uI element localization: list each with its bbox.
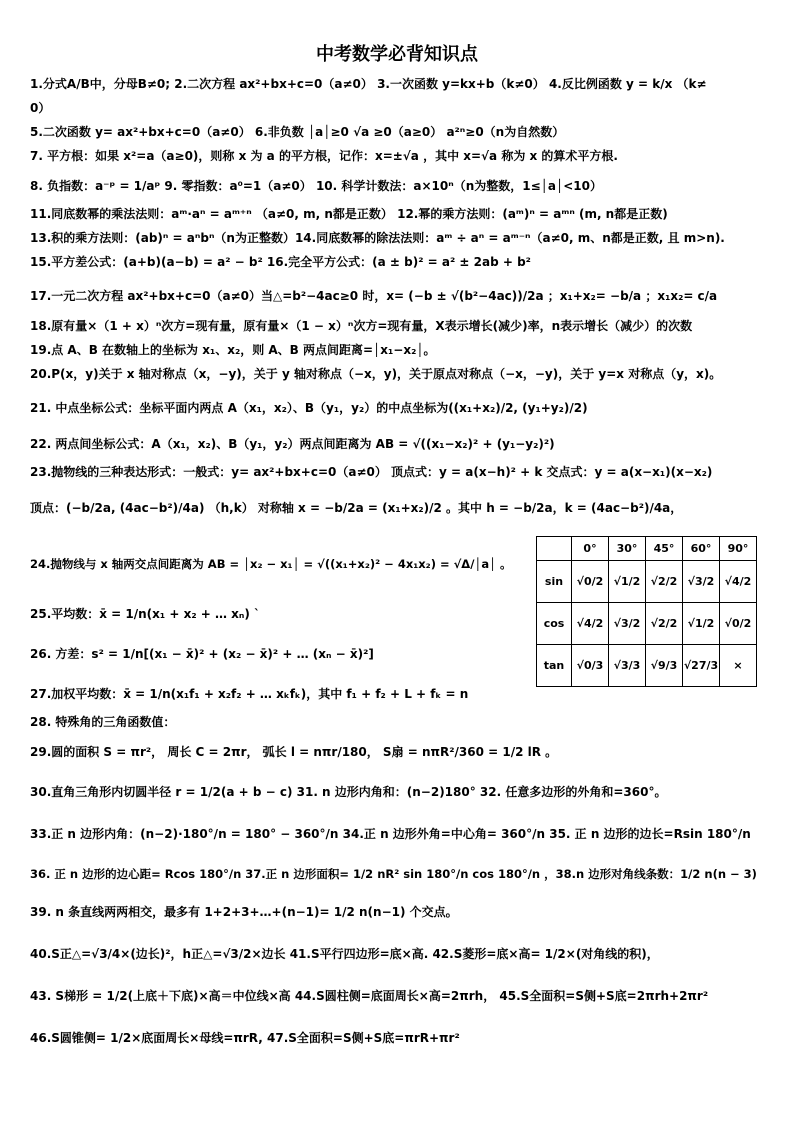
- formula-line-30: 30.直角三角形内切圆半径 r = 1/2(a + b − c) 31. n 边形内角和：(n−2)180° 32. 任意多边形的外角和=360°。: [30, 785, 667, 799]
- trig-cell: √3/2: [683, 561, 720, 603]
- trig-header-45: 45°: [646, 537, 683, 561]
- trig-values-table: [536, 536, 757, 687]
- formula-line-7: 7. 平方根：如果 x²=a（a≥0)，则称 x 为 a 的平方根，记作：x=±√a ，其中 x=√a 称为 x 的算术平方根.: [30, 149, 618, 163]
- trig-header-60: 60°: [683, 537, 720, 561]
- formula-line-18: 18.原有量×（1 + x）ⁿ次方=现有量，原有量×（1 − x）ⁿ次方=现有量，X表示增长(减少)率，n表示增长（减少）的次数: [30, 319, 693, 333]
- trig-cell: √27/3: [683, 645, 720, 687]
- formula-line-20: 20.P(x，y)关于 x 轴对称点（x，−y)，关于 y 轴对称点（−x，y)，关于原点对称点（−x，−y)，关于 y=x 对称点（y，x)。: [30, 367, 722, 381]
- formula-line-23: 23.抛物线的三种表达形式：一般式：y= ax²+bx+c=0（a≠0） 顶点式：y = a(x−h)² + k 交点式：y = a(x−x₁)(x−x₂): [30, 465, 713, 479]
- trig-row-tan: [537, 645, 757, 687]
- trig-cell: √3/3: [609, 645, 646, 687]
- formula-line-39: 39. n 条直线两两相交，最多有 1+2+3+…+(n−1)= 1/2 n(n−1) 个交点。: [30, 905, 458, 919]
- formula-line-24: 24.抛物线与 x 轴两交点间距离为 AB = │x₂ − x₁│ = √((x₁+x₂)² − 4x₁x₂) = √Δ/│a│ 。: [30, 557, 512, 571]
- trig-cell: √1/2: [609, 561, 646, 603]
- trig-header-0: 0°: [572, 537, 609, 561]
- trig-cell: √0/2: [720, 603, 757, 645]
- formula-line-43: 43. S梯形 = 1/2(上底＋下底)×高＝中位线×高 44.S圆柱侧=底面周长×高=2πrh， 45.S全面积=S侧+S底=2πrh+2πr²: [30, 989, 709, 1003]
- formula-line-33: 33.正 n 边形内角：(n−2)·180°/n = 180° − 360°/n 34.正 n 边形外角=中心角= 360°/n 35. 正 n 边形的边长=Rsin 180°/n: [30, 827, 751, 841]
- formula-line-15: 15.平方差公式：(a+b)(a−b) = a² − b² 16.完全平方公式：(a ± b)² = a² ± 2ab + b²: [30, 255, 531, 269]
- formula-line-5: 5.二次函数 y= ax²+bx+c=0（a≠0） 6.非负数 │a│≥0 √a ≥0（a≥0） a²ⁿ≥0（n为自然数）: [30, 125, 565, 139]
- formula-line-1-cont: 0）: [30, 101, 51, 115]
- formula-line-8: 8. 负指数：a⁻ᵖ = 1/aᵖ 9. 零指数：a⁰=1（a≠0） 10. 科学计数法：a×10ⁿ（n为整数，1≤│a│<10）: [30, 179, 602, 193]
- formula-line-17: 17.一元二次方程 ax²+bx+c=0（a≠0）当△=b²−4ac≥0 时，x= (−b ± √(b²−4ac))/2a ；x₁+x₂= −b/a ；x₁x₂= c/a: [30, 289, 718, 303]
- formula-line-27: 27.加权平均数：x̄ = 1/n(x₁f₁ + x₂f₂ + … xₖfₖ)，其中 f₁ + f₂ + L + fₖ = n: [30, 687, 469, 701]
- trig-cell: √4/2: [572, 603, 609, 645]
- trig-row-sin: [537, 561, 757, 603]
- formula-line-23-vertex: 顶点：(−b/2a, (4ac−b²)/4a) （h,k） 对称轴 x = −b/2a = (x₁+x₂)/2 。其中 h = −b/2a，k = (4ac−b²)/4a，: [30, 501, 683, 515]
- page-title: 中考数学必背知识点: [316, 44, 478, 65]
- formula-line-13: 13.积的乘方法则：(ab)ⁿ = aⁿbⁿ（n为正整数）14.同底数幂的除法法则：aᵐ ÷ aⁿ = aᵐ⁻ⁿ（a≠0, m、n都是正数, 且 m>n).: [30, 231, 725, 245]
- formula-line-19: 19.点 A、B 在数轴上的坐标为 x₁、x₂，则 A、B 两点间距离=│x₁−x₂│。: [30, 343, 436, 357]
- trig-cell: √9/3: [646, 645, 683, 687]
- trig-header-30: 30°: [609, 537, 646, 561]
- formula-line-26: 26. 方差：s² = 1/n[(x₁ − x̄)² + (x₂ − x̄)² + … (xₙ − x̄)²]: [30, 647, 374, 661]
- trig-row-label: tan: [537, 645, 572, 687]
- trig-cell: √2/2: [646, 561, 683, 603]
- formula-line-11: 11.同底数幂的乘法法则：aᵐ·aⁿ = aᵐ⁺ⁿ （a≠0, m, n都是正数） 12.幂的乘方法则：(aᵐ)ⁿ = aᵐⁿ (m, n都是正数): [30, 207, 668, 221]
- trig-cell-undefined: ×: [720, 645, 757, 687]
- trig-cell: √3/2: [609, 603, 646, 645]
- formula-line-25: 25.平均数：x̄ = 1/n(x₁ + x₂ + … xₙ) `: [30, 607, 261, 621]
- trig-table-corner: [537, 537, 572, 561]
- formula-line-29: 29.圆的面积 S = πr²， 周长 C = 2πr， 弧长 l = nπr/180， S扇 = nπR²/360 = 1/2 lR 。: [30, 745, 558, 759]
- trig-header-90: 90°: [720, 537, 757, 561]
- formula-line-36: 36. 正 n 边形的边心距= Rcos 180°/n 37.正 n 边形面积= 1/2 nR² sin 180°/n cos 180°/n ，38.n 边形对角线条数：1/2 n(n − 3): [30, 867, 757, 881]
- trig-cell: √2/2: [646, 603, 683, 645]
- trig-cell: √1/2: [683, 603, 720, 645]
- formula-line-40: 40.S正△=√3/4×(边长)²，h正△=√3/2×边长 41.S平行四边形=底×高. 42.S菱形=底×高= 1/2×(对角线的积)，: [30, 947, 659, 961]
- trig-row-cos: [537, 603, 757, 645]
- trig-cell: √0/2: [572, 561, 609, 603]
- trig-row-label: sin: [537, 561, 572, 603]
- formula-line-1: 1.分式A/B中，分母B≠0; 2.二次方程 ax²+bx+c=0（a≠0） 3.一次函数 y=kx+b（k≠0） 4.反比例函数 y = k/x （k≠: [30, 77, 707, 91]
- formula-line-28: 28. 特殊角的三角函数值：: [30, 715, 176, 729]
- trig-cell: √0/3: [572, 645, 609, 687]
- formula-line-22: 22. 两点间坐标公式：A（x₁，x₂)、B（y₁，y₂）两点间距离为 AB = √((x₁−x₂)² + (y₁−y₂)²): [30, 437, 555, 451]
- formula-line-21: 21. 中点坐标公式：坐标平面内两点 A（x₁，x₂）、B（y₁，y₂）的中点坐标为((x₁+x₂)/2, (y₁+y₂)/2): [30, 401, 588, 415]
- trig-table-header-row: [537, 537, 757, 561]
- trig-cell: √4/2: [720, 561, 757, 603]
- formula-line-46: 46.S圆锥侧= 1/2×底面周长×母线=πrR, 47.S全面积=S侧+S底=πrR+πr²: [30, 1031, 460, 1045]
- trig-row-label: cos: [537, 603, 572, 645]
